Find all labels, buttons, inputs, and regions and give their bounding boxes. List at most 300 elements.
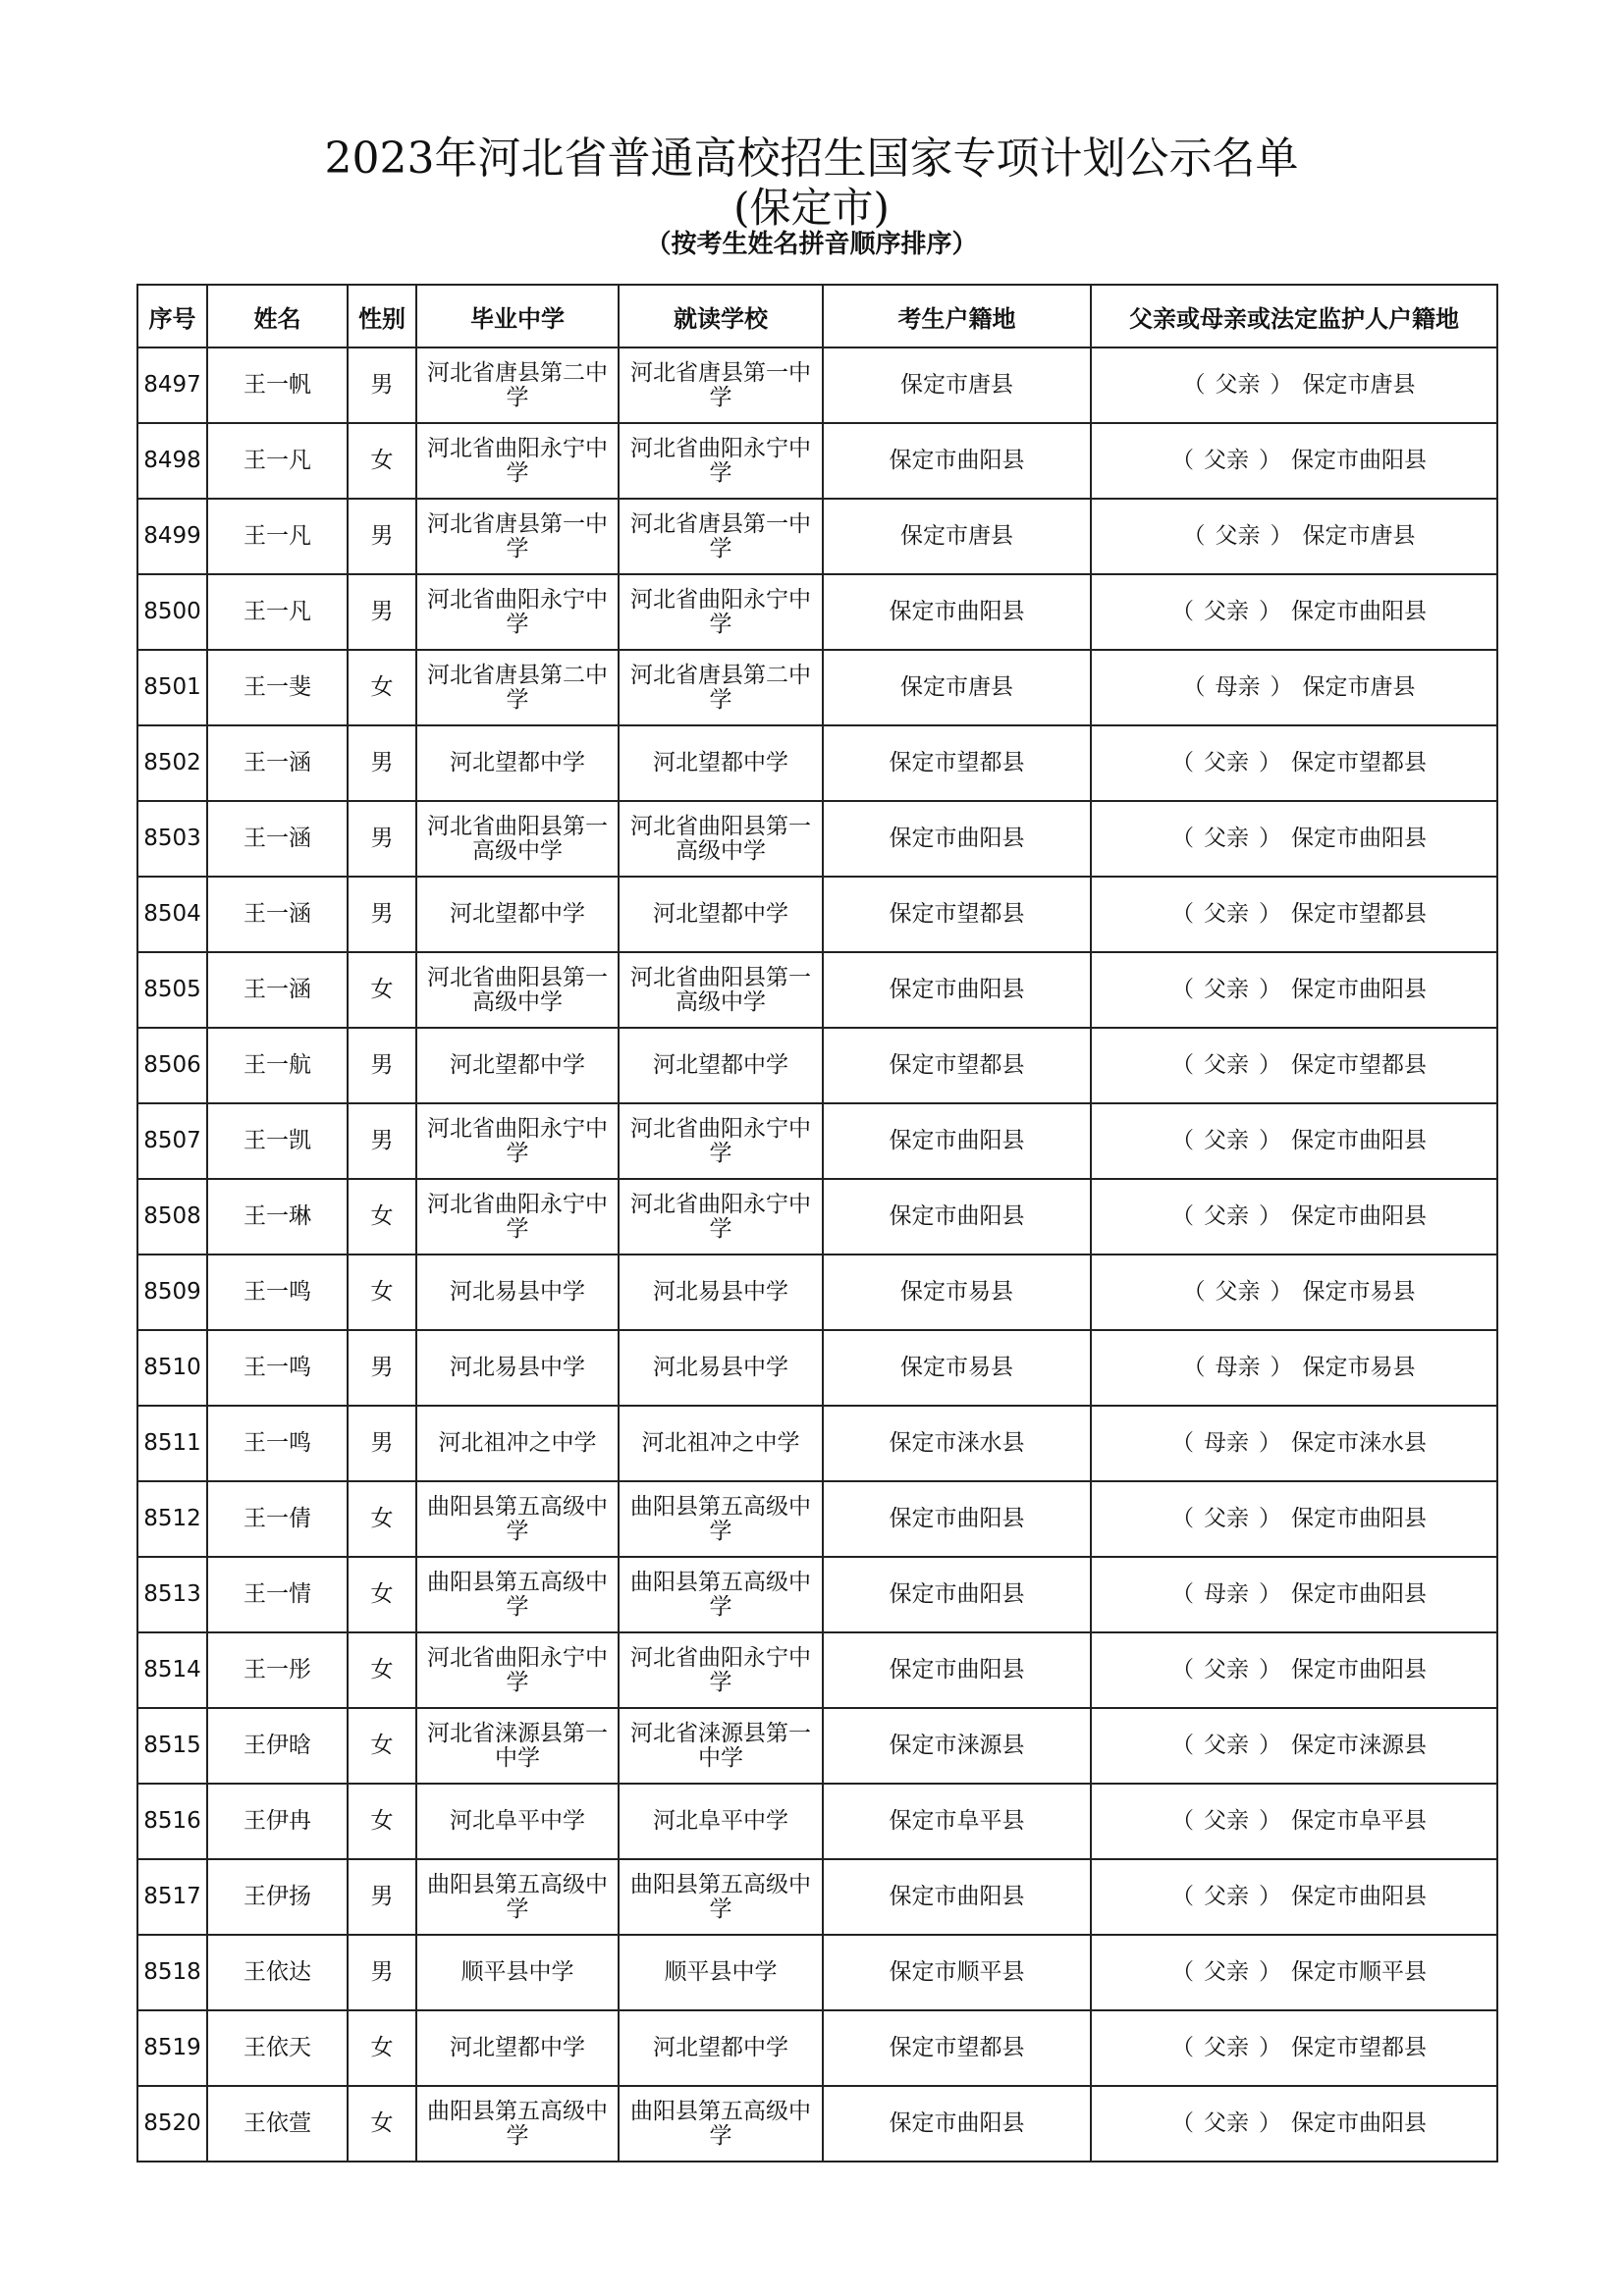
cell-name: 王一鸣 (207, 1255, 348, 1330)
cell-study-school: 河北省曲阳永宁中学 (619, 423, 823, 499)
cell-study-school: 河北祖冲之中学 (619, 1406, 823, 1481)
cell-name: 王一凡 (207, 423, 348, 499)
guardian-relation: 父亲 (1204, 750, 1249, 775)
cell-grad-school: 河北望都中学 (416, 877, 619, 952)
paren-open: （ (1182, 674, 1206, 700)
cell-no: 8511 (137, 1406, 207, 1481)
cell-grad-school: 河北省唐县第二中学 (416, 347, 619, 423)
cell-name: 王一凡 (207, 499, 348, 574)
table-row (137, 1632, 1497, 1708)
guardian-domicile: 保定市曲阳县 (1291, 1203, 1427, 1229)
cell-gender: 女 (348, 1557, 416, 1632)
cell-grad-school: 河北省涞源县第一中学 (416, 1708, 619, 1784)
paren-open: （ (1171, 1430, 1194, 1456)
cell-domicile: 保定市曲阳县 (823, 1481, 1091, 1557)
paren-close: ） (1270, 674, 1293, 700)
table-row (137, 1859, 1497, 1935)
cell-study-school: 河北阜平中学 (619, 1784, 823, 1859)
paren-open: （ (1171, 1657, 1194, 1682)
paren-close: ） (1270, 523, 1293, 549)
cell-domicile: 保定市曲阳县 (823, 801, 1091, 877)
document-title: 2023年河北省普通高校招生国家专项计划公示名单 (324, 133, 1299, 184)
paren-open: （ (1171, 2035, 1194, 2060)
cell-domicile: 保定市唐县 (823, 499, 1091, 574)
guardian-domicile: 保定市曲阳县 (1291, 1581, 1427, 1607)
guardian-domicile: 保定市易县 (1302, 1279, 1416, 1305)
cell-guardian-domicile (1091, 1557, 1497, 1632)
guardian-domicile: 保定市易县 (1302, 1355, 1416, 1380)
cell-study-school: 顺平县中学 (619, 1935, 823, 2010)
paren-close: ） (1270, 372, 1293, 398)
cell-study-school: 河北省曲阳永宁中学 (619, 1632, 823, 1708)
cell-domicile: 保定市曲阳县 (823, 952, 1091, 1028)
cell-grad-school: 河北阜平中学 (416, 1784, 619, 1859)
header-grad-school: 毕业中学 (416, 285, 619, 347)
cell-no: 8519 (137, 2010, 207, 2086)
paren-open: （ (1171, 1052, 1194, 1078)
cell-grad-school: 河北望都中学 (416, 725, 619, 801)
paren-open: （ (1171, 826, 1194, 851)
cell-name: 王一鸣 (207, 1406, 348, 1481)
cell-gender: 男 (348, 347, 416, 423)
cell-no: 8504 (137, 877, 207, 952)
table-row (137, 423, 1497, 499)
cell-guardian-domicile (1091, 423, 1497, 499)
paren-close: ） (1259, 1506, 1281, 1531)
paren-close: ） (1259, 1959, 1281, 1985)
cell-gender: 女 (348, 2086, 416, 2162)
cell-guardian-domicile (1091, 574, 1497, 650)
cell-guardian-domicile (1091, 1481, 1497, 1557)
paren-open: （ (1171, 1808, 1194, 1834)
cell-grad-school: 河北望都中学 (416, 1028, 619, 1103)
cell-guardian-domicile (1091, 1179, 1497, 1255)
paren-close: ） (1259, 977, 1281, 1002)
header-study-school: 就读学校 (619, 285, 823, 347)
table-row (137, 1103, 1497, 1179)
guardian-relation: 母亲 (1204, 1430, 1249, 1456)
cell-domicile: 保定市望都县 (823, 1028, 1091, 1103)
guardian-domicile: 保定市唐县 (1302, 372, 1416, 398)
cell-study-school: 河北省唐县第一中学 (619, 347, 823, 423)
guardian-relation: 父亲 (1204, 1128, 1249, 1153)
cell-name: 王一鸣 (207, 1330, 348, 1406)
cell-study-school: 河北望都中学 (619, 877, 823, 952)
table-row (137, 347, 1497, 423)
cell-gender: 男 (348, 1330, 416, 1406)
cell-no: 8497 (137, 347, 207, 423)
cell-domicile: 保定市曲阳县 (823, 574, 1091, 650)
guardian-relation: 父亲 (1215, 1279, 1261, 1305)
cell-no: 8517 (137, 1859, 207, 1935)
cell-no: 8501 (137, 650, 207, 725)
cell-no: 8520 (137, 2086, 207, 2162)
paren-close: ） (1259, 2035, 1281, 2060)
guardian-domicile: 保定市顺平县 (1291, 1959, 1427, 1985)
table-row (137, 725, 1497, 801)
paren-close: ） (1259, 1808, 1281, 1834)
paren-open: （ (1171, 1733, 1194, 1758)
cell-name: 王一凡 (207, 574, 348, 650)
paren-open: （ (1182, 1355, 1206, 1380)
cell-name: 王依萱 (207, 2086, 348, 2162)
header-name: 姓名 (207, 285, 348, 347)
table-row (137, 1935, 1497, 2010)
cell-guardian-domicile (1091, 1935, 1497, 2010)
roster-body (137, 347, 1497, 2162)
cell-grad-school: 曲阳县第五高级中学 (416, 2086, 619, 2162)
cell-gender: 女 (348, 1632, 416, 1708)
cell-gender: 男 (348, 499, 416, 574)
paren-close: ） (1259, 901, 1281, 927)
cell-guardian-domicile (1091, 1784, 1497, 1859)
table-row (137, 1255, 1497, 1330)
cell-gender: 女 (348, 1255, 416, 1330)
table-row (137, 1406, 1497, 1481)
cell-guardian-domicile (1091, 347, 1497, 423)
table-row (137, 1784, 1497, 1859)
cell-grad-school: 河北省曲阳县第一高级中学 (416, 801, 619, 877)
cell-gender: 女 (348, 1481, 416, 1557)
cell-grad-school: 河北省唐县第一中学 (416, 499, 619, 574)
cell-name: 王一涵 (207, 877, 348, 952)
paren-open: （ (1182, 372, 1206, 398)
header-guardian-domicile: 父亲或母亲或法定监护人户籍地 (1091, 285, 1497, 347)
header-row (137, 285, 1497, 347)
cell-guardian-domicile (1091, 1255, 1497, 1330)
cell-gender: 女 (348, 952, 416, 1028)
cell-domicile: 保定市顺平县 (823, 1935, 1091, 2010)
guardian-domicile: 保定市曲阳县 (1291, 2110, 1427, 2136)
table-row (137, 2010, 1497, 2086)
cell-domicile: 保定市唐县 (823, 347, 1091, 423)
guardian-relation: 父亲 (1204, 1808, 1249, 1834)
table-row (137, 650, 1497, 725)
cell-no: 8498 (137, 423, 207, 499)
guardian-domicile: 保定市望都县 (1291, 1052, 1427, 1078)
guardian-relation: 父亲 (1215, 523, 1261, 549)
cell-name: 王一帆 (207, 347, 348, 423)
cell-domicile: 保定市望都县 (823, 725, 1091, 801)
paren-close: ） (1259, 2110, 1281, 2136)
guardian-relation: 父亲 (1204, 826, 1249, 851)
cell-study-school: 河北望都中学 (619, 1028, 823, 1103)
table-row (137, 2086, 1497, 2162)
header-gender: 性别 (348, 285, 416, 347)
cell-domicile: 保定市涞水县 (823, 1406, 1091, 1481)
cell-domicile: 保定市曲阳县 (823, 1632, 1091, 1708)
cell-name: 王一斐 (207, 650, 348, 725)
cell-domicile: 保定市易县 (823, 1330, 1091, 1406)
roster-table (136, 284, 1498, 2163)
cell-gender: 女 (348, 650, 416, 725)
cell-guardian-domicile (1091, 2010, 1497, 2086)
table-row (137, 499, 1497, 574)
guardian-domicile: 保定市曲阳县 (1291, 1128, 1427, 1153)
cell-domicile: 保定市曲阳县 (823, 2086, 1091, 2162)
paren-close: ） (1259, 448, 1281, 473)
cell-gender: 男 (348, 1103, 416, 1179)
paren-open: （ (1171, 2110, 1194, 2136)
paren-open: （ (1171, 750, 1194, 775)
cell-grad-school: 河北省曲阳永宁中学 (416, 1632, 619, 1708)
cell-name: 王一涵 (207, 725, 348, 801)
guardian-relation: 父亲 (1204, 599, 1249, 624)
table-row (137, 574, 1497, 650)
paren-open: （ (1171, 448, 1194, 473)
cell-guardian-domicile (1091, 1859, 1497, 1935)
table-row (137, 1708, 1497, 1784)
cell-gender: 女 (348, 423, 416, 499)
guardian-relation: 父亲 (1204, 901, 1249, 927)
cell-grad-school: 河北易县中学 (416, 1330, 619, 1406)
cell-gender: 男 (348, 1859, 416, 1935)
paren-close: ） (1259, 826, 1281, 851)
guardian-domicile: 保定市望都县 (1291, 2035, 1427, 2060)
table-row (137, 1330, 1497, 1406)
cell-guardian-domicile (1091, 499, 1497, 574)
guardian-relation: 父亲 (1204, 2110, 1249, 2136)
cell-grad-school: 曲阳县第五高级中学 (416, 1481, 619, 1557)
guardian-relation: 父亲 (1204, 1506, 1249, 1531)
cell-no: 8502 (137, 725, 207, 801)
guardian-relation: 父亲 (1204, 1884, 1249, 1909)
cell-name: 王伊冉 (207, 1784, 348, 1859)
guardian-relation: 父亲 (1204, 1657, 1249, 1682)
paren-close: ） (1259, 1884, 1281, 1909)
cell-study-school: 曲阳县第五高级中学 (619, 1557, 823, 1632)
cell-domicile: 保定市阜平县 (823, 1784, 1091, 1859)
cell-study-school: 河北易县中学 (619, 1255, 823, 1330)
cell-domicile: 保定市望都县 (823, 2010, 1091, 2086)
cell-grad-school: 河北省曲阳永宁中学 (416, 574, 619, 650)
cell-name: 王一涵 (207, 801, 348, 877)
cell-gender: 男 (348, 877, 416, 952)
cell-study-school: 河北易县中学 (619, 1330, 823, 1406)
cell-domicile: 保定市唐县 (823, 650, 1091, 725)
cell-name: 王一彤 (207, 1632, 348, 1708)
cell-guardian-domicile (1091, 1028, 1497, 1103)
guardian-domicile: 保定市唐县 (1302, 523, 1416, 549)
guardian-domicile: 保定市望都县 (1291, 750, 1427, 775)
cell-guardian-domicile (1091, 952, 1497, 1028)
table-row (137, 1028, 1497, 1103)
cell-guardian-domicile (1091, 1632, 1497, 1708)
header-no: 序号 (137, 285, 207, 347)
cell-name: 王依天 (207, 2010, 348, 2086)
cell-name: 王一倩 (207, 1481, 348, 1557)
cell-grad-school: 河北省曲阳县第一高级中学 (416, 952, 619, 1028)
cell-gender: 女 (348, 2010, 416, 2086)
paren-open: （ (1171, 1581, 1194, 1607)
paren-close: ） (1259, 1581, 1281, 1607)
guardian-domicile: 保定市曲阳县 (1291, 1884, 1427, 1909)
cell-domicile: 保定市涞源县 (823, 1708, 1091, 1784)
cell-no: 8512 (137, 1481, 207, 1557)
cell-name: 王一涵 (207, 952, 348, 1028)
cell-domicile: 保定市曲阳县 (823, 1103, 1091, 1179)
cell-grad-school: 河北望都中学 (416, 2010, 619, 2086)
paren-close: ） (1259, 1430, 1281, 1456)
table-row (137, 1179, 1497, 1255)
paren-open: （ (1171, 977, 1194, 1002)
cell-name: 王伊晗 (207, 1708, 348, 1784)
cell-gender: 男 (348, 1028, 416, 1103)
cell-no: 8513 (137, 1557, 207, 1632)
paren-open: （ (1182, 523, 1206, 549)
paren-open: （ (1171, 599, 1194, 624)
guardian-relation: 父亲 (1215, 372, 1261, 398)
cell-study-school: 河北省涞源县第一中学 (619, 1708, 823, 1784)
cell-no: 8499 (137, 499, 207, 574)
cell-no: 8518 (137, 1935, 207, 2010)
paren-open: （ (1171, 1203, 1194, 1229)
table-row (137, 877, 1497, 952)
sort-note: （按考生姓名拼音顺序排序） (645, 230, 978, 259)
cell-no: 8516 (137, 1784, 207, 1859)
guardian-relation: 父亲 (1204, 2035, 1249, 2060)
cell-domicile: 保定市曲阳县 (823, 1179, 1091, 1255)
cell-guardian-domicile (1091, 650, 1497, 725)
table-row (137, 801, 1497, 877)
cell-grad-school: 曲阳县第五高级中学 (416, 1557, 619, 1632)
cell-no: 8505 (137, 952, 207, 1028)
cell-name: 王一情 (207, 1557, 348, 1632)
cell-grad-school: 曲阳县第五高级中学 (416, 1859, 619, 1935)
cell-no: 8500 (137, 574, 207, 650)
paren-open: （ (1171, 1506, 1194, 1531)
cell-guardian-domicile (1091, 1330, 1497, 1406)
guardian-domicile: 保定市曲阳县 (1291, 826, 1427, 851)
guardian-relation: 父亲 (1204, 977, 1249, 1002)
cell-no: 8507 (137, 1103, 207, 1179)
table-row (137, 1481, 1497, 1557)
guardian-relation: 母亲 (1204, 1581, 1249, 1607)
cell-study-school: 曲阳县第五高级中学 (619, 1481, 823, 1557)
paren-close: ） (1259, 750, 1281, 775)
cell-domicile: 保定市望都县 (823, 877, 1091, 952)
paren-close: ） (1259, 599, 1281, 624)
cell-no: 8508 (137, 1179, 207, 1255)
cell-study-school: 河北省曲阳县第一高级中学 (619, 801, 823, 877)
cell-gender: 男 (348, 725, 416, 801)
paren-open: （ (1171, 901, 1194, 927)
cell-study-school: 河北望都中学 (619, 725, 823, 801)
guardian-domicile: 保定市涞源县 (1291, 1733, 1427, 1758)
guardian-relation: 母亲 (1215, 674, 1261, 700)
cell-study-school: 河北省曲阳永宁中学 (619, 1103, 823, 1179)
cell-guardian-domicile (1091, 1406, 1497, 1481)
cell-study-school: 河北望都中学 (619, 2010, 823, 2086)
paren-close: ） (1270, 1355, 1293, 1380)
guardian-relation: 母亲 (1215, 1355, 1261, 1380)
guardian-relation: 父亲 (1204, 1959, 1249, 1985)
paren-close: ） (1259, 1128, 1281, 1153)
cell-study-school: 河北省曲阳县第一高级中学 (619, 952, 823, 1028)
guardian-domicile: 保定市涞水县 (1291, 1430, 1427, 1456)
guardian-domicile: 保定市阜平县 (1291, 1808, 1427, 1834)
cell-grad-school: 河北省曲阳永宁中学 (416, 1103, 619, 1179)
cell-guardian-domicile (1091, 1103, 1497, 1179)
cell-gender: 女 (348, 1784, 416, 1859)
cell-no: 8514 (137, 1632, 207, 1708)
cell-no: 8503 (137, 801, 207, 877)
guardian-domicile: 保定市望都县 (1291, 901, 1427, 927)
cell-gender: 男 (348, 574, 416, 650)
guardian-domicile: 保定市曲阳县 (1291, 448, 1427, 473)
cell-grad-school: 河北省曲阳永宁中学 (416, 1179, 619, 1255)
cell-study-school: 河北省唐县第一中学 (619, 499, 823, 574)
cell-guardian-domicile (1091, 1708, 1497, 1784)
cell-domicile: 保定市曲阳县 (823, 1859, 1091, 1935)
cell-name: 王一琳 (207, 1179, 348, 1255)
paren-open: （ (1171, 1884, 1194, 1909)
cell-guardian-domicile (1091, 877, 1497, 952)
cell-name: 王一航 (207, 1028, 348, 1103)
cell-domicile: 保定市易县 (823, 1255, 1091, 1330)
paren-close: ） (1259, 1657, 1281, 1682)
cell-study-school: 曲阳县第五高级中学 (619, 1859, 823, 1935)
cell-grad-school: 河北省曲阳永宁中学 (416, 423, 619, 499)
cell-guardian-domicile (1091, 801, 1497, 877)
cell-guardian-domicile (1091, 725, 1497, 801)
guardian-domicile: 保定市曲阳县 (1291, 977, 1427, 1002)
cell-no: 8506 (137, 1028, 207, 1103)
paren-open: （ (1171, 1959, 1194, 1985)
guardian-domicile: 保定市唐县 (1302, 674, 1416, 700)
guardian-relation: 父亲 (1204, 1052, 1249, 1078)
cell-study-school: 曲阳县第五高级中学 (619, 2086, 823, 2162)
guardian-domicile: 保定市曲阳县 (1291, 1506, 1427, 1531)
cell-study-school: 河北省曲阳永宁中学 (619, 1179, 823, 1255)
table-row (137, 952, 1497, 1028)
cell-no: 8510 (137, 1330, 207, 1406)
cell-study-school: 河北省曲阳永宁中学 (619, 574, 823, 650)
cell-gender: 女 (348, 1708, 416, 1784)
table-row (137, 1557, 1497, 1632)
cell-domicile: 保定市曲阳县 (823, 423, 1091, 499)
cell-grad-school: 河北易县中学 (416, 1255, 619, 1330)
cell-domicile: 保定市曲阳县 (823, 1557, 1091, 1632)
cell-guardian-domicile (1091, 2086, 1497, 2162)
cell-gender: 男 (348, 1935, 416, 2010)
cell-study-school: 河北省唐县第二中学 (619, 650, 823, 725)
paren-close: ） (1259, 1052, 1281, 1078)
cell-gender: 男 (348, 801, 416, 877)
paren-close: ） (1259, 1733, 1281, 1758)
cell-grad-school: 河北省唐县第二中学 (416, 650, 619, 725)
paren-close: ） (1259, 1203, 1281, 1229)
header-domicile: 考生户籍地 (823, 285, 1091, 347)
document-subtitle: (保定市) (733, 184, 890, 232)
cell-no: 8515 (137, 1708, 207, 1784)
cell-no: 8509 (137, 1255, 207, 1330)
cell-name: 王伊扬 (207, 1859, 348, 1935)
guardian-relation: 父亲 (1204, 1733, 1249, 1758)
cell-grad-school: 河北祖冲之中学 (416, 1406, 619, 1481)
paren-open: （ (1182, 1279, 1206, 1305)
paren-close: ） (1270, 1279, 1293, 1305)
guardian-domicile: 保定市曲阳县 (1291, 1657, 1427, 1682)
cell-grad-school: 顺平县中学 (416, 1935, 619, 2010)
cell-name: 王依达 (207, 1935, 348, 2010)
cell-gender: 女 (348, 1179, 416, 1255)
cell-name: 王一凯 (207, 1103, 348, 1179)
paren-open: （ (1171, 1128, 1194, 1153)
guardian-relation: 父亲 (1204, 448, 1249, 473)
guardian-relation: 父亲 (1204, 1203, 1249, 1229)
cell-gender: 男 (348, 1406, 416, 1481)
